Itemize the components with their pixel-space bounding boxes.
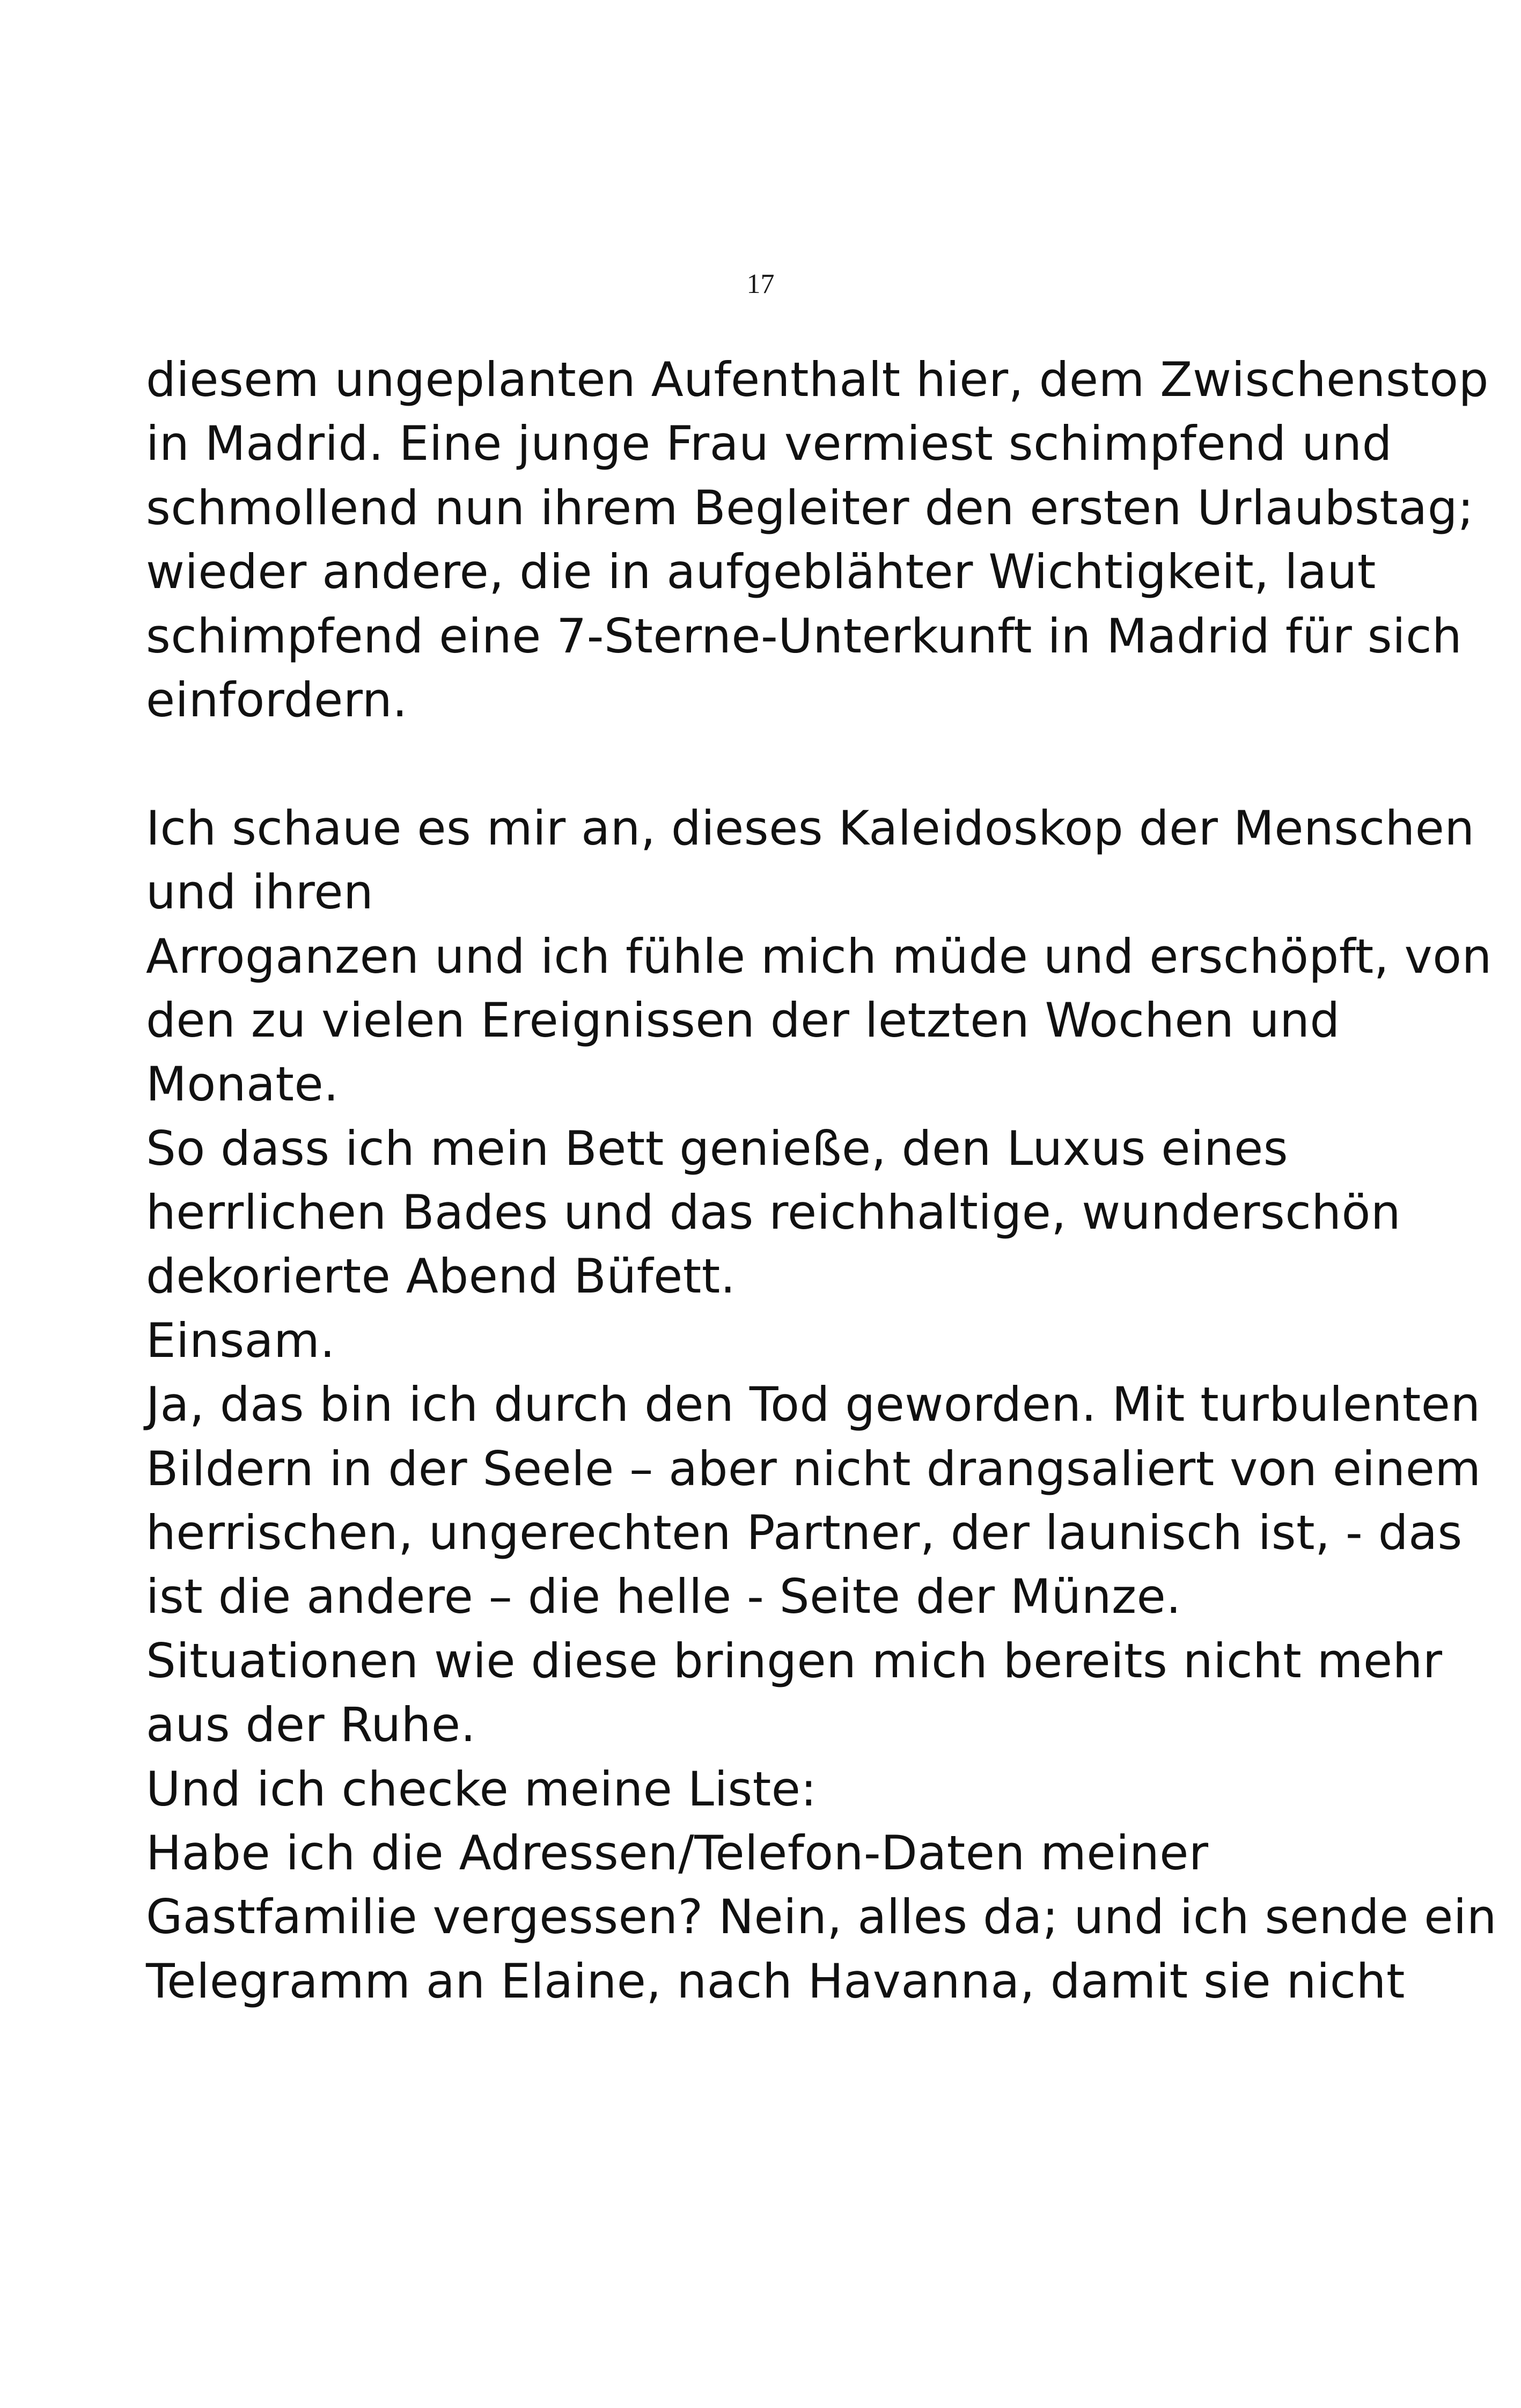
- text-line: Einsam.: [146, 1312, 335, 1368]
- paragraph-break: [146, 732, 1391, 796]
- text-line: diesem ungeplanten Aufenthalt hier, dem Zwischenstop: [146, 352, 1489, 407]
- text-line: Bildern in der Seele – aber nicht drangsaliert von einem: [146, 1441, 1481, 1496]
- page-number: 17: [746, 269, 775, 299]
- text-line: schmollend nun ihrem Begleiter den ersten Urlaubstag;: [146, 480, 1474, 535]
- text-line: Ich schaue es mir an, dieses Kaleidoskop der Menschen: [146, 800, 1475, 856]
- text-line: Ja, das bin ich durch den Tod geworden. Mit turbulenten: [146, 1377, 1481, 1433]
- text-line: den zu vielen Ereignissen der letzten Wochen und: [146, 992, 1340, 1048]
- text-line: aus der Ruhe.: [146, 1697, 476, 1753]
- text-line: So dass ich mein Bett genieße, den Luxus eines: [146, 1120, 1289, 1176]
- text-line: Situationen wie diese bringen mich bereits nicht mehr: [146, 1633, 1443, 1688]
- text-line: Und ich checke meine Liste:: [146, 1761, 817, 1817]
- text-line: Telegramm an Elaine, nach Havanna, damit sie nicht: [146, 1953, 1405, 2009]
- text-line: Gastfamilie vergessen? Nein, alles da; und ich sende ein: [146, 1889, 1497, 1945]
- text-line: herrischen, ungerechten Partner, der launisch ist, - das: [146, 1505, 1463, 1561]
- text-line: herrlichen Bades und das reichhaltige, wunderschön: [146, 1185, 1401, 1240]
- text-line: einfordern.: [146, 672, 408, 728]
- text-line: Habe ich die Adressen/Telefon-Daten meiner: [146, 1825, 1209, 1881]
- text-line: ist die andere – die helle - Seite der Münze.: [146, 1569, 1181, 1625]
- text-line: dekorierte Abend Büfett.: [146, 1249, 736, 1304]
- text-line: und ihren: [146, 864, 374, 920]
- text-line: in Madrid. Eine junge Frau vermiest schimpfend und: [146, 416, 1392, 472]
- text-line: wieder andere, die in aufgeblähter Wichtigkeit, laut: [146, 544, 1376, 600]
- body-text: [146, 348, 1497, 2013]
- text-line: Monate.: [146, 1056, 339, 1112]
- text-line: Arroganzen und ich fühle mich müde und erschöpft, von: [146, 928, 1492, 984]
- text-line: schimpfend eine 7-Sterne-Unterkunft in Madrid für sich: [146, 608, 1463, 664]
